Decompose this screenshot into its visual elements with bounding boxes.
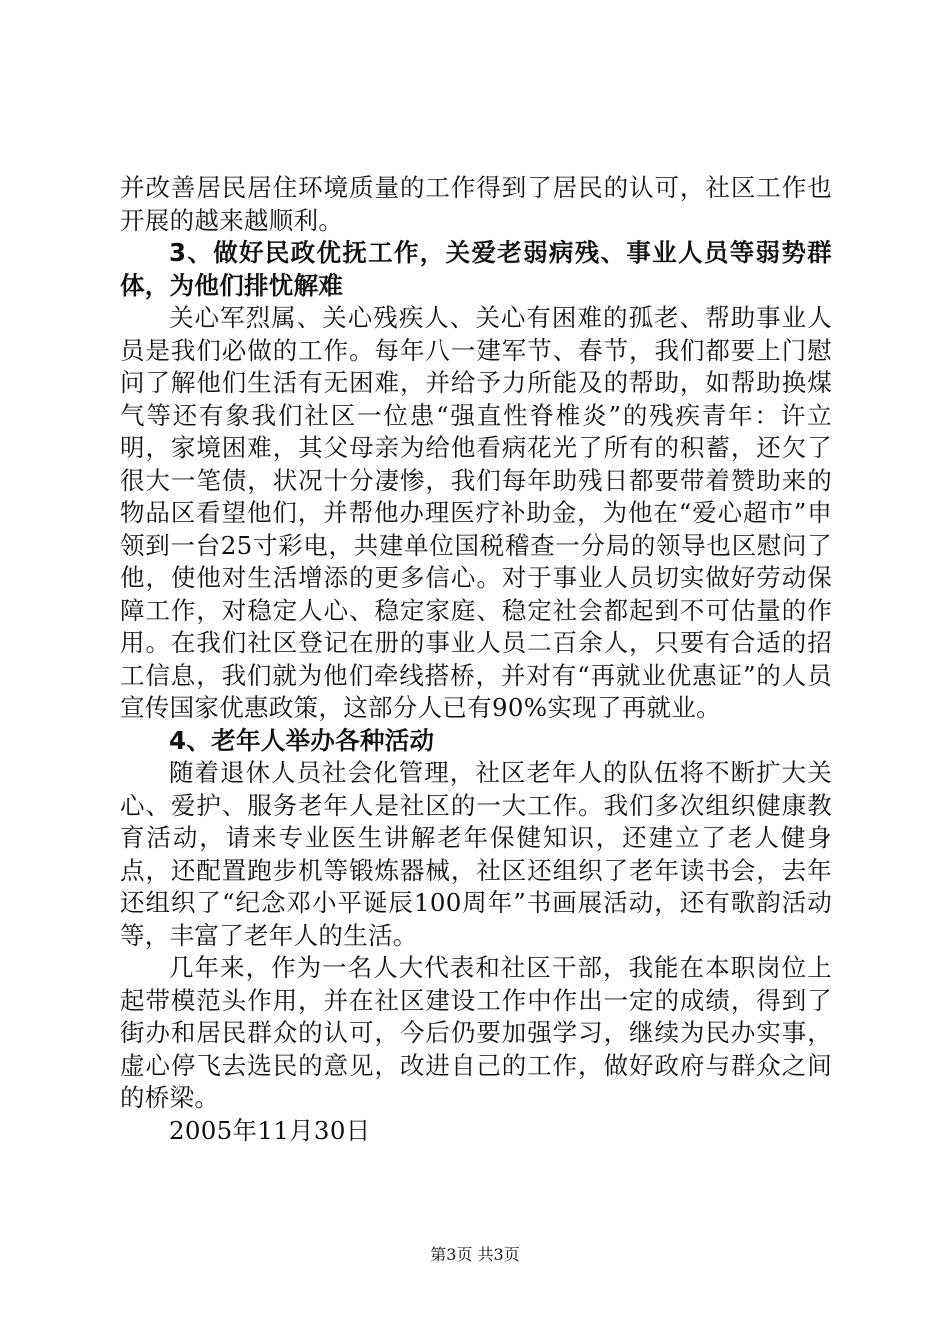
document-body	[120, 172, 832, 1147]
paragraph-section-4: 随着退休人员社会化管理，社区老年人的队伍将不断扩大关心、爱护、服务老年人是社区的一大工作。我们多次组织健康教育活动，请来专业医生讲解老年保健知识，还建立了老人健身点，还配置跑步机等锻炼器械，社区还组织了老年读书会，去年还组织了“纪念邓小平诞辰100周年”书画展活动，还有歌韵活动等，丰富了老年人的生活。	[120, 758, 832, 950]
document-date: 2005年11月30日	[169, 1115, 371, 1145]
paragraph-conclusion: 几年来，作为一名人大代表和社区干部，我能在本职岗位上起带模范头作用，并在社区建设工作中作出一定的成绩，得到了街办和居民群众的认可，今后仍要加强学习，继续为民办实事，虚心停飞去选民的意见，改进自己的工作，做好政府与群众之间的桥梁。	[120, 953, 832, 1112]
paragraph-section-3: 关心军烈属、关心残疾人、关心有困难的孤老、帮助事业人员是我们必做的工作。每年八一建军节、春节，我们都要上门慰问了解他们生活有无困难，并给予力所能及的帮助，如帮助换煤气等还有象我们社区一位患“强直性脊椎炎”的残疾青年：许立明，家境困难，其父母亲为给他看病花光了所有的积蓄，还欠了很大一笔债，状况十分凄惨，我们每年助残日都要带着赞助来的物品区看望他们，并帮他办理医疗补助金，为他在“爱心超市”申领到一台25寸彩电，共建单位国税稽查一分局的领导也区慰问了他，使他对生活增添的更多信心。对于事业人员切实做好劳动保障工作，对稳定人心、稳定家庭、稳定社会都起到不可估量的作用。在我们社区登记在册的事业人员二百余人，只要有合适的招工信息，我们就为他们牵线搭桥，并对有“再就业优惠证”的人员宣传国家优惠政策，这部分人已有90%实现了再就业。	[120, 303, 832, 722]
page-number-footer: 第3页 共3页	[430, 1245, 520, 1264]
section-heading-3: 3、做好民政优抚工作，关爱老弱病残、事业人员等弱势群体，为他们排忧解难	[120, 238, 832, 300]
section-heading-4: 4、老年人举办各种活动	[169, 725, 435, 755]
paragraph-intro: 并改善居民居住环境质量的工作得到了居民的认可，社区工作也开展的越来越顺利。	[120, 173, 832, 235]
